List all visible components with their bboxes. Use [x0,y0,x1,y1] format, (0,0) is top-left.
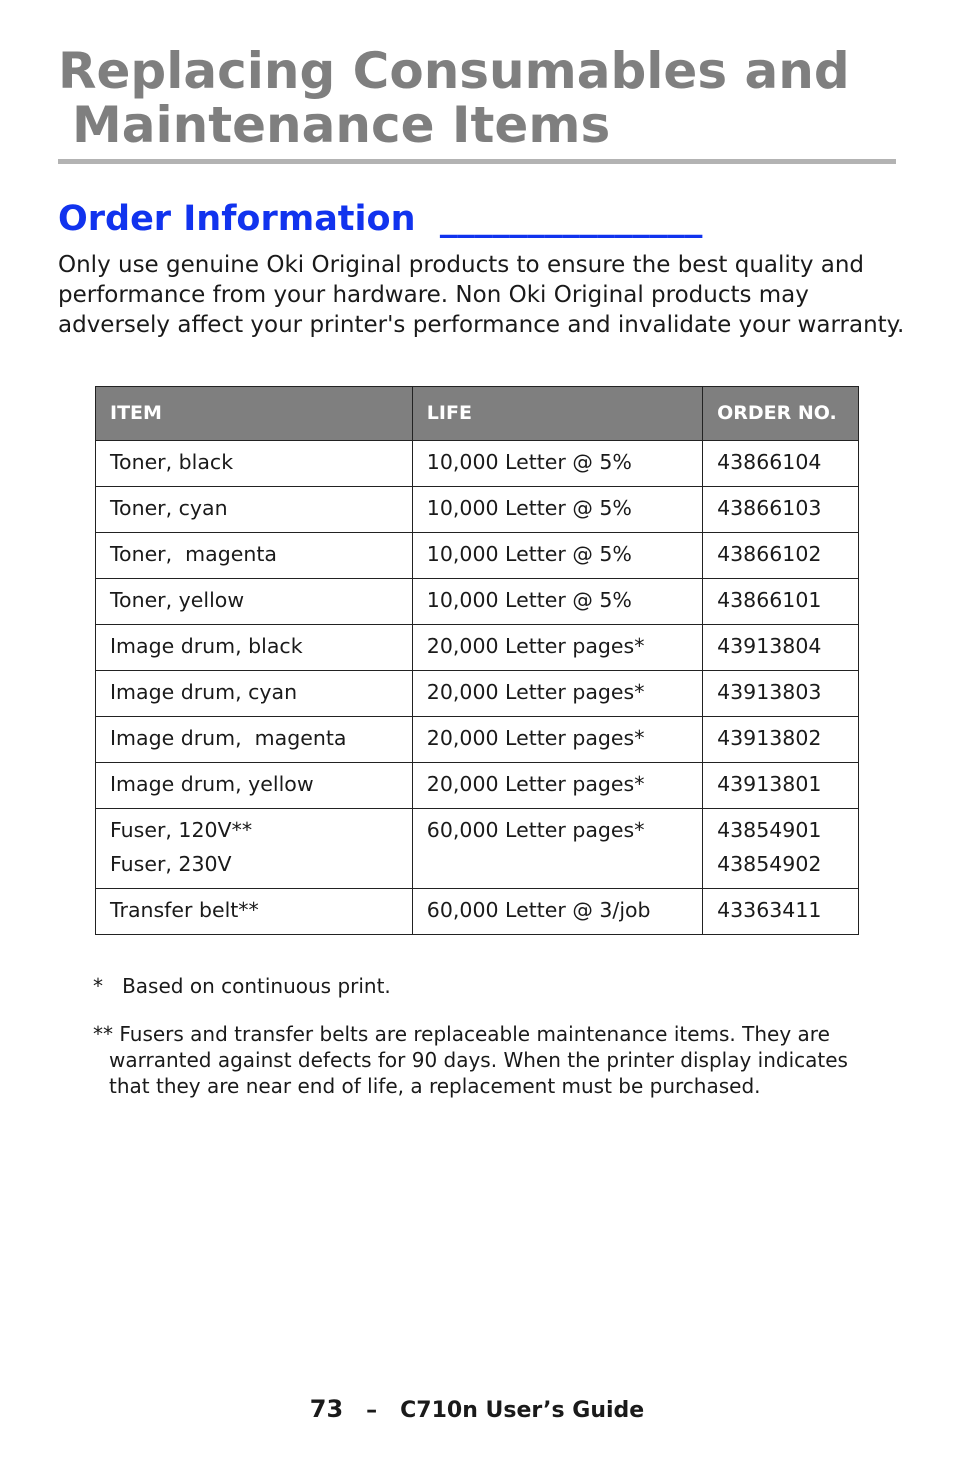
intro-paragraph: Only use genuine Oki Original products to ensure the best quality and performance from your hardware. Non Oki Original products may adversely affect your printer's performance and invalidate your warranty. [58,252,905,338]
footnote-maintenance-items: ** Fusers and transfer belts are replaceable maintenance items. They are warranted against defects for 90 days. When the printer display indicates that they are near end of life, a replacement must be purchased. [93,1022,848,1098]
life-cell: 20,000 Letter pages* [412,671,702,717]
order-number-cell: 43913804 [703,625,859,671]
life-cell: 20,000 Letter pages* [412,763,702,809]
column-header-item: ITEM [96,387,413,441]
table-row [96,763,859,809]
order-number-cell: 43913801 [703,763,859,809]
life-cell: 10,000 Letter @ 5% [412,579,702,625]
table-row [96,487,859,533]
item-cell: Toner, cyan [96,487,413,533]
column-header-life: LIFE [412,387,702,441]
order-number-cell: 43866104 [703,441,859,487]
order-number-cell: 43866103 [703,487,859,533]
footnote-continuous-print: * Based on continuous print. [93,974,391,998]
section-heading-text: Order Information [58,199,416,239]
title-divider [58,159,896,164]
item-cell [96,809,413,889]
item-line: Fuser, 120V** [110,818,253,842]
table-row [96,889,859,935]
table-row [96,441,859,487]
item-cell: Image drum, yellow [96,763,413,809]
life-cell: 60,000 Letter @ 3/job [412,889,702,935]
order-information-table [95,386,859,935]
item-cell: Toner, magenta [96,533,413,579]
table-header-row [96,387,859,441]
item-line: Fuser, 230V [110,852,232,876]
item-cell: Transfer belt** [96,889,413,935]
order-number-cell: 43913803 [703,671,859,717]
page-title-line-1: Replacing Consumables and [58,42,850,100]
column-header-order-no: ORDER NO. [703,387,859,441]
page-number: 73 [309,1395,344,1423]
table-row [96,625,859,671]
life-cell: 20,000 Letter pages* [412,625,702,671]
table-row [96,579,859,625]
item-cell: Image drum, cyan [96,671,413,717]
order-number-cell: 43913802 [703,717,859,763]
item-cell: Image drum, magenta [96,717,413,763]
page-footer [0,1395,954,1425]
page-title-line-2: Maintenance Items [72,96,611,154]
item-cell: Toner, black [96,441,413,487]
life-cell: 20,000 Letter pages* [412,717,702,763]
table-row [96,809,859,889]
order-number-line: 43854902 [717,852,822,876]
table-row [96,671,859,717]
order-number-cell: 43363411 [703,889,859,935]
footer-separator: – [366,1398,378,1423]
guide-title: C710n User’s Guide [400,1398,645,1423]
table-row [96,533,859,579]
table-row [96,717,859,763]
order-number-line: 43854901 [717,818,822,842]
section-heading [58,197,702,241]
item-cell: Image drum, black [96,625,413,671]
page-title [58,44,898,152]
life-cell: 10,000 Letter @ 5% [412,487,702,533]
order-number-cell: 43866101 [703,579,859,625]
order-number-cell [703,809,859,889]
item-cell: Toner, yellow [96,579,413,625]
section-heading-rule: _______________ [439,199,703,239]
life-cell: 10,000 Letter @ 5% [412,441,702,487]
order-number-cell: 43866102 [703,533,859,579]
life-cell: 60,000 Letter pages* [412,809,702,889]
life-cell: 10,000 Letter @ 5% [412,533,702,579]
